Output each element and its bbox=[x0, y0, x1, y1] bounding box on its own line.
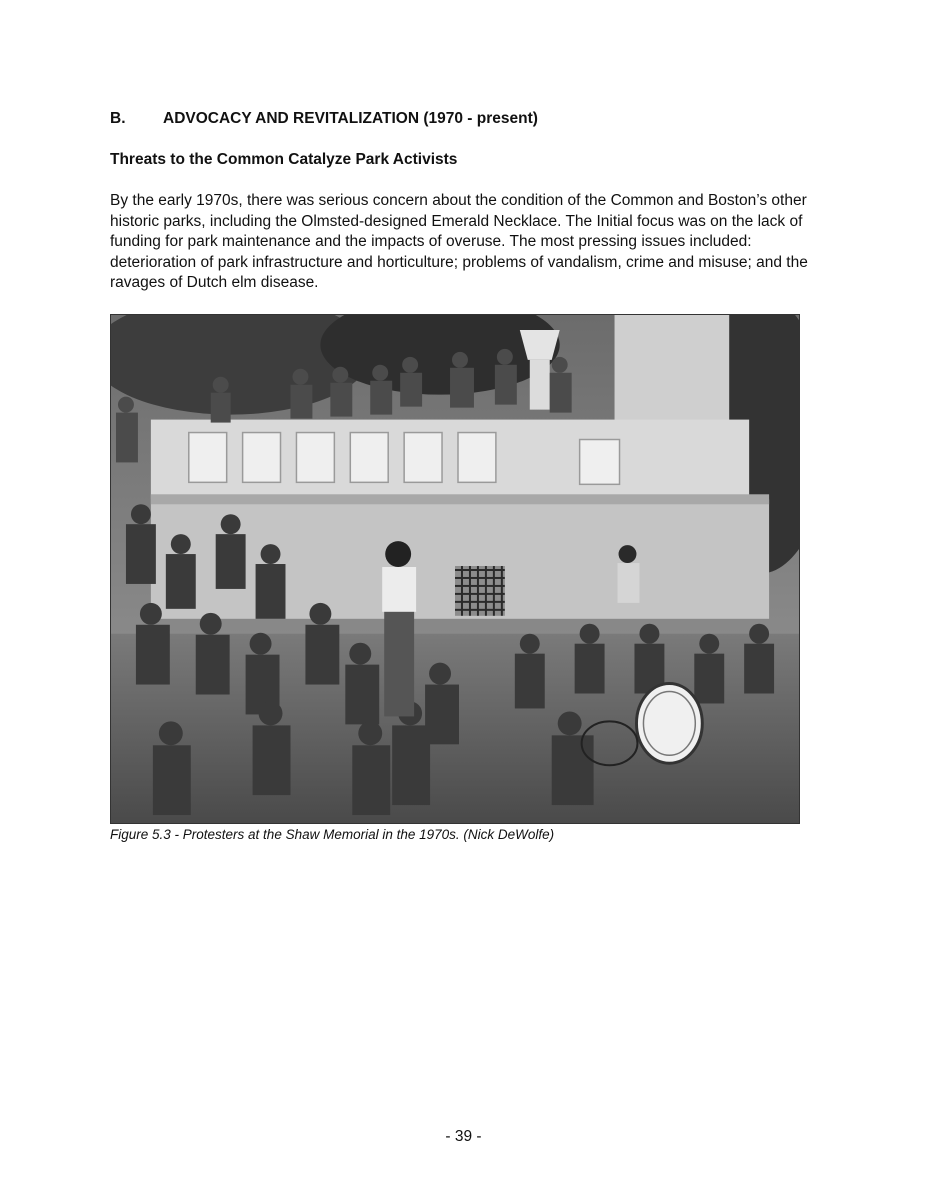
section-title: ADVOCACY AND REVITALIZATION (1970 - present) bbox=[163, 110, 538, 127]
protest-photo-illustration bbox=[111, 315, 799, 823]
section-heading bbox=[110, 110, 538, 128]
page-number: - 39 - bbox=[445, 1128, 482, 1145]
section-number: B. bbox=[110, 110, 126, 127]
subheading: Threats to the Common Catalyze Park Activists bbox=[110, 151, 458, 168]
figure-photo bbox=[110, 314, 800, 824]
body-paragraph: By the early 1970s, there was serious concern about the condition of the Common and Boston’s other historic parks, including the Olmsted-designed Emerald Necklace. The Initial focus was on the lack of funding for park maintenance and the impacts of overuse. The most pressing issues included: deterioration of park infrastructure and horticulture; problems of vandalism, crime and misuse; and the ravages of Dutch elm disease. bbox=[110, 192, 808, 291]
figure-caption: Figure 5.3 - Protesters at the Shaw Memorial in the 1970s. (Nick DeWolfe) bbox=[110, 827, 555, 842]
